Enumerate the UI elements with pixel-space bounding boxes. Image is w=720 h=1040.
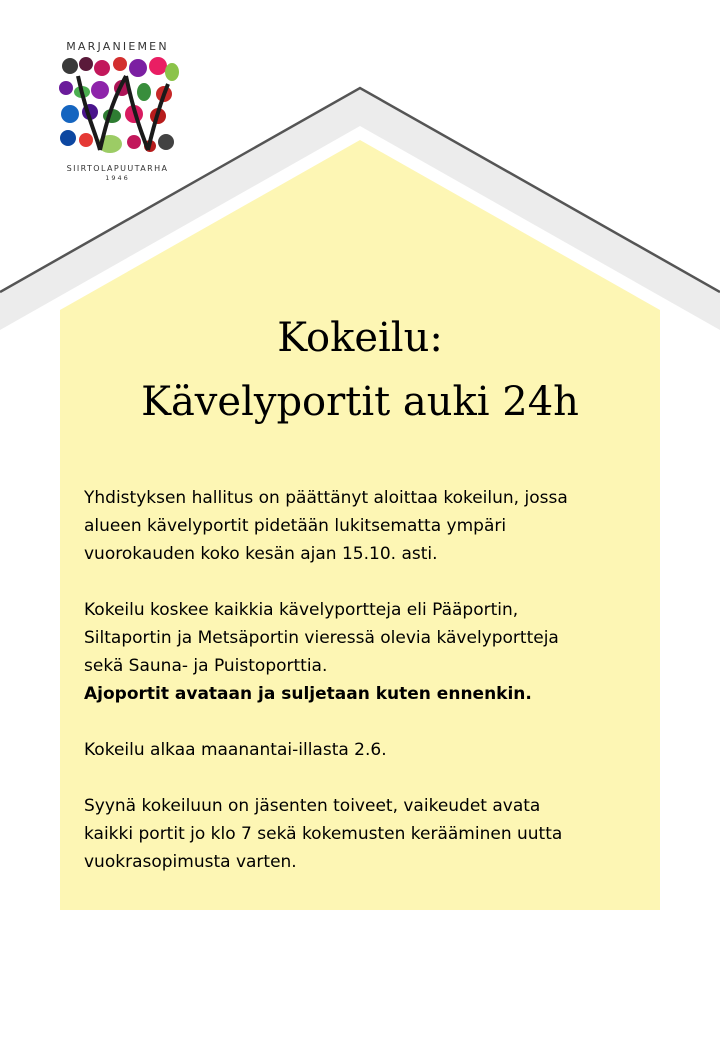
paragraph-1-line-1: Yhdistyksen hallitus on päättänyt aloittaa kokeilun, jossa — [84, 488, 568, 508]
paragraph-2-line-2: Siltaportin ja Metsäportin vieressä olevia kävelyportteja — [84, 628, 559, 648]
paragraph-2-line-1: Kokeilu koskee kaikkia kävelyportteja eli Pääportin, — [84, 600, 519, 620]
logo-top-text: MARJANIEMEN — [66, 40, 169, 53]
paragraph-4-line-2: kaikki portit jo klo 7 sekä kokemusten kerääminen uutta — [84, 824, 563, 844]
paragraph-1-line-3: vuorokauden koko kesän ajan 15.10. asti. — [84, 544, 438, 564]
page-title-line-2: Kävelyportit auki 24h — [141, 379, 579, 425]
paragraph-1-line-2: alueen kävelyportit pidetään lukitsematta ympäri — [84, 516, 507, 536]
logo-year: 1946 — [105, 174, 130, 182]
paragraph-3: Kokeilu alkaa maanantai-illasta 2.6. — [84, 740, 387, 760]
logo-bottom-text: SIIRTOLAPUUTARHA — [66, 164, 169, 173]
body-text — [84, 484, 654, 876]
fruit-and-berries-icon — [56, 54, 180, 162]
page-title-line-1: Kokeilu: — [277, 315, 443, 361]
paragraph-4-line-3: vuokrasopimusta varten. — [84, 852, 297, 872]
paragraph-2-line-3: sekä Sauna- ja Puistoporttia. — [84, 656, 328, 676]
paragraph-2-bold: Ajoportit avataan ja suljetaan kuten ennenkin. — [84, 684, 532, 704]
logo — [50, 40, 185, 182]
paragraph-4-line-1: Syynä kokeiluun on jäsenten toiveet, vaikeudet avata — [84, 796, 541, 816]
